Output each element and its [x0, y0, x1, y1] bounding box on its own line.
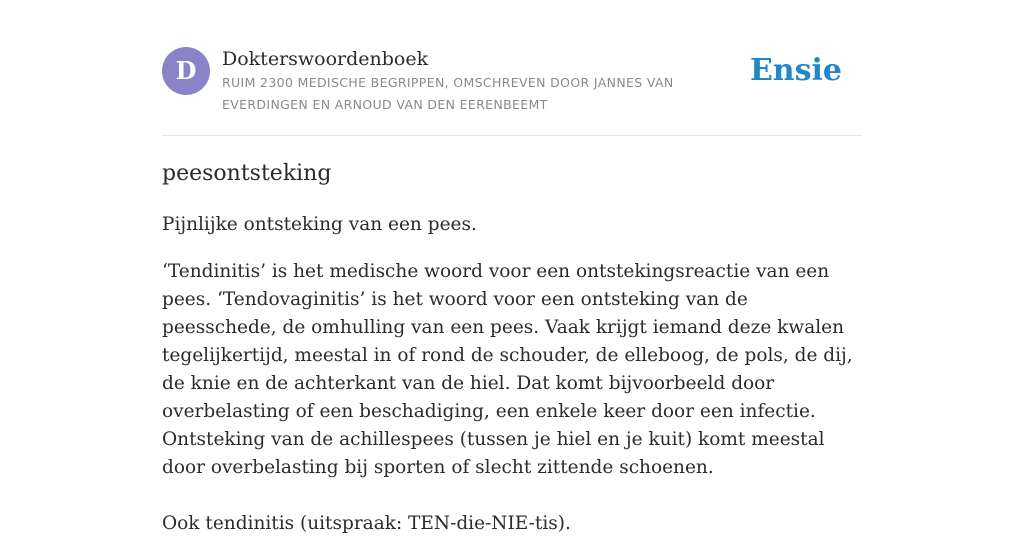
ensie-logo-link[interactable]: Ensie [749, 53, 842, 88]
entry-also-known: Ook tendinitis (uitspraak: TEN-die-NIE-tis). [162, 513, 571, 534]
entry-description: ‘Tendinitis’ is het medische woord voor een ontstekingsreactie van een pees. ‘Tendovaginitis’ is het woord voor een ontsteking van de peesschede, de omhulling van een pees. Vaak krijgt iemand deze kwalen tegelijkertijd, meestal in of rond de schouder, de elleboog, de pols, de dij, de knie en de achterkant van de hiel. Dat komt bijvoorbeeld door overbelasting of een beschadiging, een enkele keer door een infectie. Ontsteking van de achillespees (tussen je hiel en je kuit) komt meestal door overbelasting bij sporten of slecht zittende schoenen. [162, 261, 853, 478]
entry-content [162, 158, 862, 538]
entry-summary: Pijnlijke ontsteking van een pees. [162, 214, 477, 235]
dictionary-avatar[interactable]: D [162, 47, 210, 95]
dictionary-title[interactable]: Dokterswoordenboek [222, 48, 429, 70]
dictionary-subtitle: RUIM 2300 MEDISCHE BEGRIPPEN, OMSCHREVEN DOOR JANNES VAN EVERDINGEN EN ARNOUD VAN DEN EERENBEEMT [222, 75, 674, 112]
dictionary-header [162, 47, 862, 136]
entry-term: peesontsteking [162, 161, 332, 186]
